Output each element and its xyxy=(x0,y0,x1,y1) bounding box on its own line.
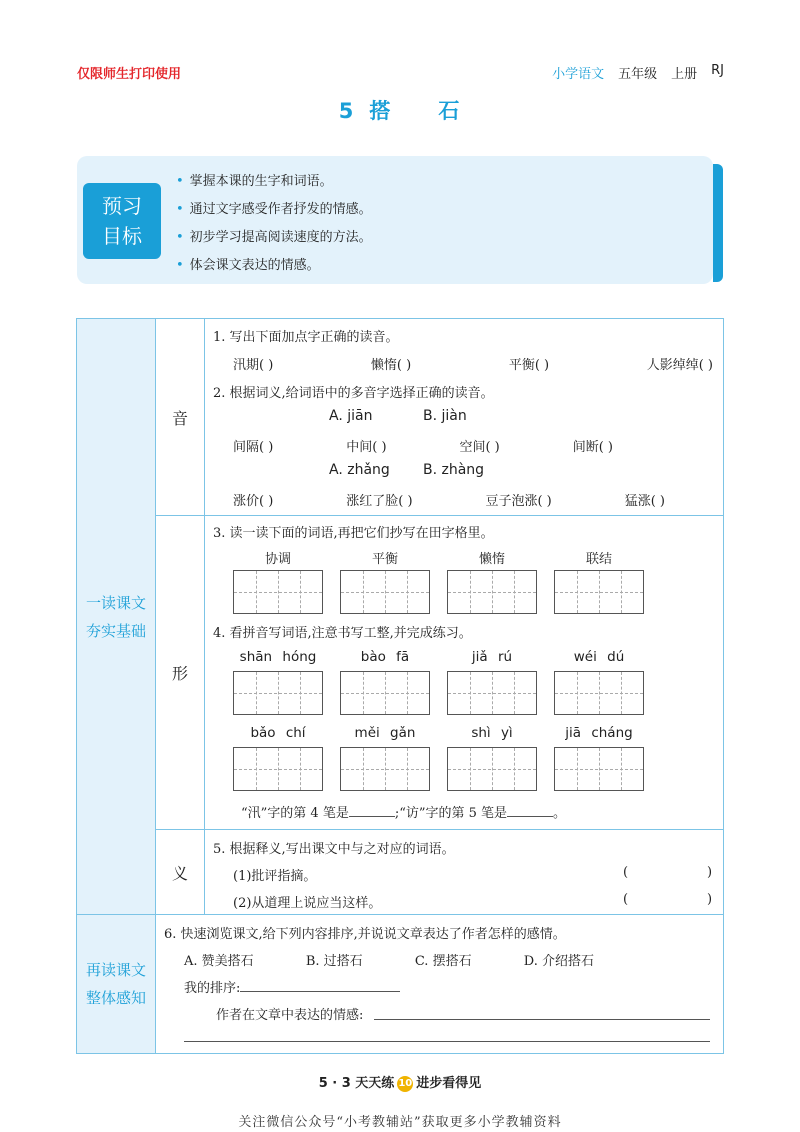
badge-line-2: 目标 xyxy=(102,224,142,248)
q1-prompt: 1. 写出下面加点字正确的读音。 xyxy=(213,330,399,345)
q2-item[interactable]: 猛涨( ) xyxy=(624,494,665,509)
q4-pinyin-cell: bào fā xyxy=(339,649,431,719)
q1-item[interactable]: 懒惰( ) xyxy=(370,358,412,373)
q5-paren-open[interactable]: ( xyxy=(623,892,629,907)
tianzige-box[interactable] xyxy=(447,671,537,715)
category-meaning: 义 xyxy=(156,830,205,915)
q6-order-row: 我的排序: xyxy=(184,977,400,996)
feeling-answer-line-1[interactable] xyxy=(374,1005,710,1020)
q1-items xyxy=(233,354,713,373)
lesson-title xyxy=(0,95,800,125)
q4-pinyin-cell: bǎo chí xyxy=(232,725,324,795)
lesson-number: 5 xyxy=(338,99,356,123)
q5-paren-open[interactable]: ( xyxy=(623,865,629,880)
tianzige-box[interactable] xyxy=(233,671,323,715)
goal-list xyxy=(176,168,372,280)
shape-questions xyxy=(205,516,724,830)
preview-goals-panel xyxy=(77,156,713,284)
q4-pinyin-cell: měi gǎn xyxy=(339,725,431,795)
q4-stroke-line: “汛”字的第 4 笔是 ;“访”字的第 5 笔是 。 xyxy=(241,806,567,821)
bottom-notice: 关注微信公众号“小考教辅站”获取更多小学教辅资料 xyxy=(238,1115,562,1130)
q3-word-cell: 协调 xyxy=(232,548,324,618)
q2-option-b2: B. zhàng xyxy=(423,462,485,478)
edition-label: RJ xyxy=(711,63,724,78)
tianzige-box[interactable] xyxy=(340,570,430,614)
tianzige-box[interactable] xyxy=(340,671,430,715)
q2-row2 xyxy=(233,490,665,509)
goal-item: • 体会课文表达的情感。 xyxy=(176,258,320,273)
goal-item: • 通过文字感受作者抒发的情感。 xyxy=(176,202,372,217)
print-notice: 仅限师生打印使用 xyxy=(77,67,182,82)
category-shape: 形 xyxy=(156,516,205,830)
subject-label: 小学语文 xyxy=(552,67,605,82)
volume-label: 上册 xyxy=(671,67,698,82)
exercise-table xyxy=(76,318,724,1054)
q3-word-cell: 平衡 xyxy=(339,548,431,618)
q2-item[interactable]: 空间( ) xyxy=(459,440,500,455)
tianzige-box[interactable] xyxy=(554,671,644,715)
tianzige-box[interactable] xyxy=(554,570,644,614)
sound-questions xyxy=(205,319,724,516)
q5-paren-close: ) xyxy=(707,865,713,880)
q2-row1 xyxy=(233,436,613,455)
tianzige-box[interactable] xyxy=(447,570,537,614)
q5-paren-close: ) xyxy=(707,892,713,907)
day-badge: 10 xyxy=(397,1076,413,1092)
order-answer-line[interactable] xyxy=(240,991,400,992)
preview-goals-badge xyxy=(83,183,161,259)
section-read-again: 再读课文 整体感知 xyxy=(77,915,156,1054)
q2-item[interactable]: 间断( ) xyxy=(572,440,613,455)
q4-pinyin-cell: wéi dú xyxy=(553,649,645,719)
q1-item[interactable]: 人影绰绰( ) xyxy=(646,358,713,373)
goal-item: • 掌握本课的生字和词语。 xyxy=(176,174,333,189)
q5-item-1: (1)批评指摘。 xyxy=(233,869,317,884)
q1-item[interactable]: 平衡( ) xyxy=(508,358,550,373)
meaning-questions xyxy=(205,830,724,915)
tianzige-box[interactable] xyxy=(233,570,323,614)
q6-option: D. 介绍搭石 xyxy=(523,954,594,969)
badge-line-1: 预习 xyxy=(102,194,142,218)
q4-pinyin-cell: jiǎ rú xyxy=(446,649,538,719)
feeling-answer-line-2[interactable] xyxy=(184,1031,710,1042)
q5-prompt: 5. 根据释义,写出课文中与之对应的词语。 xyxy=(213,842,455,857)
q2-item[interactable]: 涨红了脸( ) xyxy=(346,494,413,509)
q4-pinyin-cell: jiā cháng xyxy=(553,725,645,795)
tianzige-box[interactable] xyxy=(340,747,430,791)
q6-option: A. 赞美搭石 xyxy=(184,954,254,969)
q2-prompt: 2. 根据词义,给词语中的多音字选择正确的读音。 xyxy=(213,386,494,401)
q2-item[interactable]: 间隔( ) xyxy=(233,440,274,455)
q5-item-2: (2)从道理上说应当这样。 xyxy=(233,896,382,911)
q4-prompt: 4. 看拼音写词语,注意书写工整,并完成练习。 xyxy=(213,626,472,641)
q6-option: B. 过搭石 xyxy=(305,954,363,969)
q2-option-a2: A. zhǎng xyxy=(329,462,390,478)
category-sound: 音 xyxy=(156,319,205,516)
q6-prompt: 6. 快速浏览课文,给下列内容排序,并说说文章表达了作者怎样的感情。 xyxy=(164,927,566,942)
q3-word-cell: 联结 xyxy=(553,548,645,618)
q2-item[interactable]: 中间( ) xyxy=(346,440,387,455)
q3-word-cell: 懒惰 xyxy=(446,548,538,618)
section-read-first: 一读课文 夯实基础 xyxy=(77,319,156,915)
goals-panel-edge xyxy=(713,164,723,282)
q2-option-b1: B. jiàn xyxy=(423,408,467,424)
q4-pinyin-cell: shì yì xyxy=(446,725,538,795)
book-info xyxy=(552,63,724,82)
footer-slogan: 5 · 3 天天练 10 进步看得见 xyxy=(318,1076,482,1091)
q2-option-a1: A. jiān xyxy=(329,408,373,424)
q3-prompt: 3. 读一读下面的词语,再把它们抄写在田字格里。 xyxy=(213,526,494,541)
q1-item[interactable]: 汛期( ) xyxy=(233,358,274,373)
tianzige-box[interactable] xyxy=(554,747,644,791)
lesson-title-char-2: 石 xyxy=(438,99,462,123)
q2-item[interactable]: 豆子泡涨( ) xyxy=(485,494,552,509)
tianzige-box[interactable] xyxy=(233,747,323,791)
q6-options xyxy=(184,950,594,969)
stroke-blank-1[interactable] xyxy=(349,816,395,817)
q4-pinyin-cell: shān hóng xyxy=(232,649,324,719)
tianzige-box[interactable] xyxy=(447,747,537,791)
q6-feeling-label: 作者在文章中表达的情感: xyxy=(216,1008,364,1023)
goal-item: • 初步学习提高阅读速度的方法。 xyxy=(176,230,372,245)
q2-item[interactable]: 涨价( ) xyxy=(233,494,274,509)
q6-option: C. 摆搭石 xyxy=(414,954,472,969)
grade-label: 五年级 xyxy=(618,67,658,82)
overview-question xyxy=(156,915,724,1054)
lesson-title-char-1: 搭 xyxy=(369,99,393,123)
stroke-blank-2[interactable] xyxy=(507,816,553,817)
